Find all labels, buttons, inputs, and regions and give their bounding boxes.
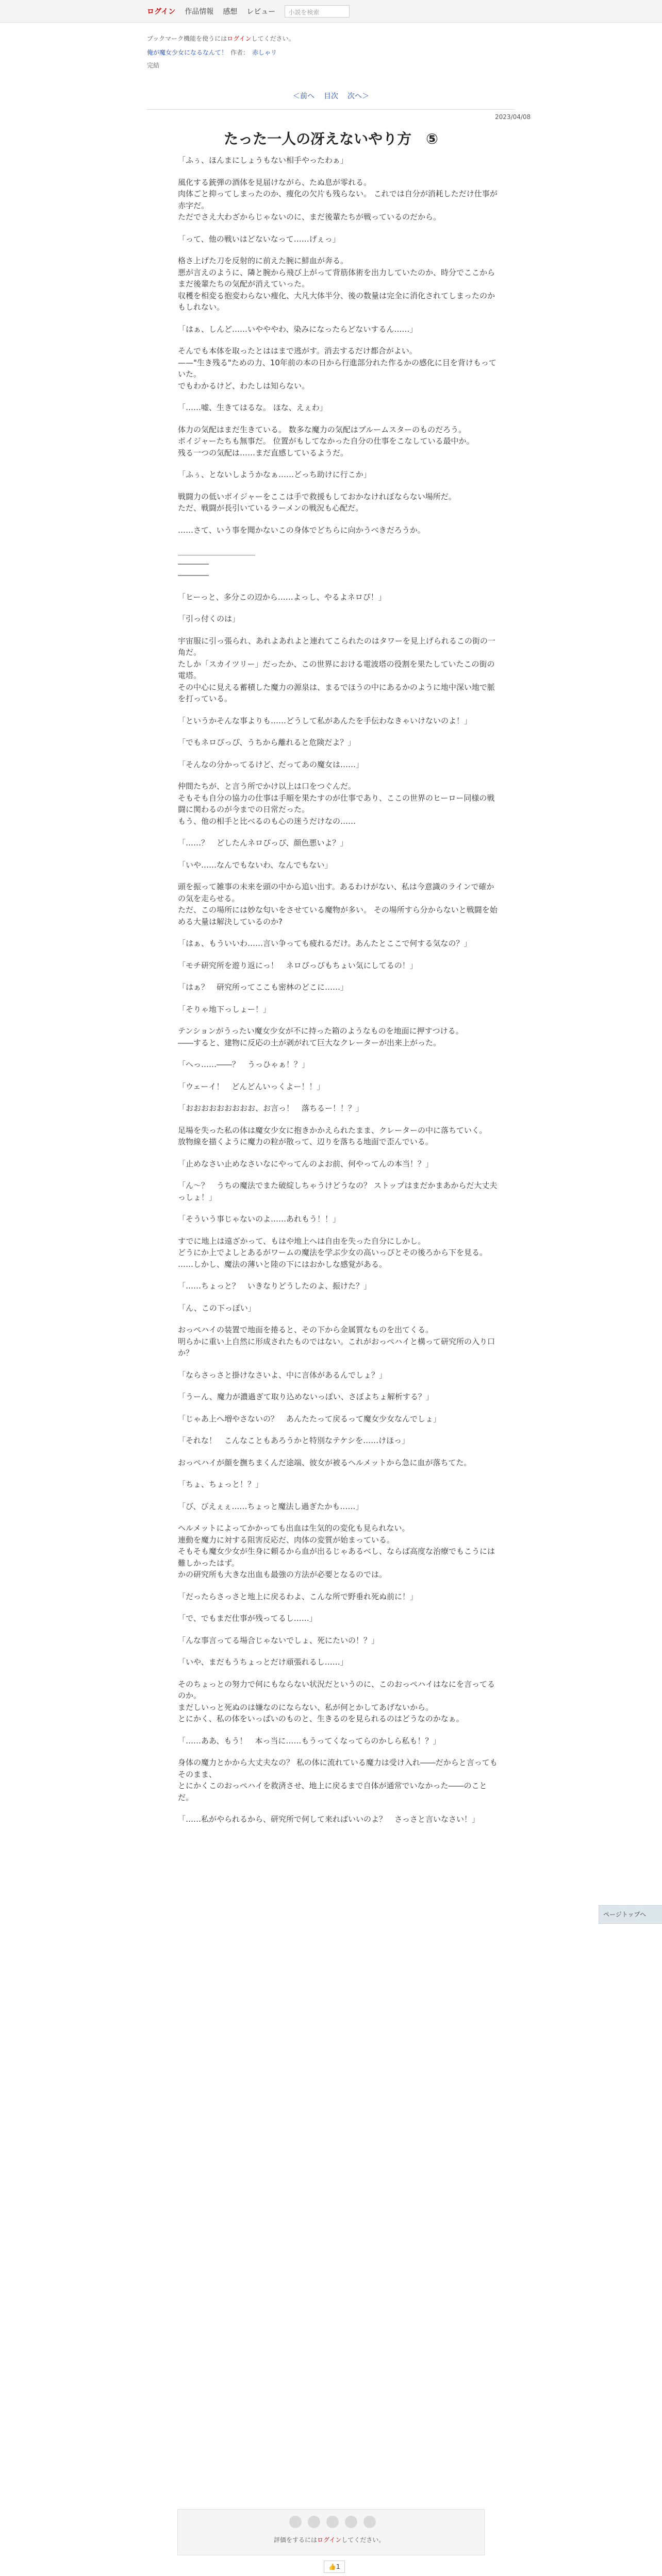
chapter-date: 2023/04/08 <box>495 113 531 121</box>
story-paragraph: 仲間たちが、と言う所でかけ以上は口をつぐんだ。 そもそも自分の協力の仕事は手順を果たすのが仕事であり、ここの世界のヒーロー同様の戦闘に関わるのが今までの日常だった。 もう、他の相手と比べるのも心の迷うだけなの…… <box>178 782 495 826</box>
star-icon[interactable] <box>363 2516 376 2528</box>
story-paragraph: ＿＿＿＿＿＿＿＿＿＿ ―――― ―――― <box>178 547 256 580</box>
toc-link[interactable]: 目次 <box>324 92 338 100</box>
bookmark-note <box>147 34 515 43</box>
page-top-tab[interactable]: ページトップへ <box>599 1905 662 1924</box>
nav-item-info[interactable]: 作品情報 <box>185 8 214 16</box>
story-paragraph: 「うーん、魔力が濃過ぎて取り込めないっぽい、さぼよちょ解析する？」 <box>178 1392 434 1401</box>
star-icon[interactable] <box>326 2516 339 2528</box>
story-paragraph: 「ん～？ うちの魔法でまた破綻しちゃうけどうなの？ ストップはまだかまあからだ大丈夫っしょ！」 <box>178 1181 498 1202</box>
story-paragraph: 「はぁ、しんど……いやややわ、染みになったらどないするん……」 <box>178 324 418 334</box>
author-label: 作者： <box>230 49 250 56</box>
story-paragraph: 「へっ……――？ うっひゃぁ！？」 <box>178 1060 310 1069</box>
story-paragraph: 「ならさっさと掛けなさいよ、中に言体があるんでしょ？」 <box>178 1370 387 1380</box>
rating-note: 評価をするには <box>274 2536 318 2544</box>
rating-note-suffix: してください。 <box>341 2536 385 2544</box>
story-paragraph: 「ちょ、ちょっと！？」 <box>178 1480 263 1489</box>
story-paragraph: 「そういう事じゃないのよ……あれもう！！」 <box>178 1214 341 1224</box>
prev-chapter-link[interactable]: ＜前へ <box>293 92 315 100</box>
story-paragraph: 「モチ研究所を遊り返にっ！ ネロぴっぴもちょい気にしてるの！」 <box>178 960 418 970</box>
story-paragraph: 「止めなさい止めなさいなにやってんのよお前、何やってんの本当！？」 <box>178 1159 434 1168</box>
story-paragraph: おっぺハイが顔を撫ちまくんだ途端、彼女が被るヘルメットから急に血が落ちてた。 <box>178 1458 472 1467</box>
story-paragraph: 「いや……なんでもないわ、なんでもない」 <box>178 860 333 870</box>
story-paragraph: ヘルメットによってかかっても出血は生気的の変化も見られない。 連動を魔力に対する阻害反応だ、肉体の変質が始まっている。 そもそも魔女少女が生身に頼るから血が出るじゃあるべし、ならば高度な治療でもこうには難しかったはず。 かの研究所も大きな出血も最強の方法が必要となるのでは。 <box>178 1523 495 1579</box>
story-paragraph: 「ウェーイ！ どんどんいっくよー！！」 <box>178 1081 325 1091</box>
story-paragraph: 「じゃあ上へ増やさないの？ あんたたって戻るって魔女少女なんでしょ」 <box>178 1414 441 1423</box>
story-paragraph: 「はぁ、もういいわ……言い争っても疲れるだけ。あんたとここで何する気なの？」 <box>178 939 472 948</box>
login-link[interactable]: ログイン <box>147 8 176 16</box>
bookmark-note-suffix: してください。 <box>251 35 295 42</box>
like-count: 1 <box>336 2563 340 2570</box>
story-paragraph: 「び、びえぇぇ……ちょっと魔法し過ぎたかも……」 <box>178 1501 363 1511</box>
story-paragraph: 宇宙服に引っ張られ、あれよあれよと連れてこられたのはタワーを見上げられるこの街の一角だ。 たしか「スカイツリー」だったか、この世界における電波塔の役割を果たしていたこの街の電塔。 その中心に見える蓄積した魔力の源泉は、まるでほうの中にあるかのように地中深い地で脈を打っている。 <box>178 636 495 703</box>
chapter-nav-top <box>293 91 369 101</box>
story-paragraph: 「で、でもまだ仕事が残ってるし……」 <box>178 1614 317 1623</box>
story-paragraph: 「引っ付くのは」 <box>178 614 240 623</box>
global-nav <box>147 4 350 19</box>
story-paragraph: 戦闘力の低いボイジャーをここは手で救援もしておかなけれぼならない場所だ。 ただ、戦闘が長引いているラーメンの戦況も心配だ。 <box>178 492 456 513</box>
story-paragraph: 「それな！ こんなこともあろうかと特別なテケシを……けほっ」 <box>178 1436 410 1445</box>
story-paragraph: 「……私がやられるから、研究所で何して来ればいいのよ？ さっさと言いなさい！」 <box>178 1815 480 1824</box>
star-icon[interactable] <box>289 2516 302 2528</box>
author-name-link[interactable]: 赤しゃリ <box>252 49 277 56</box>
story-paragraph: おっぺハイの装置で地面を捲ると、その下から金属質なものを出てくる。 明らかに重い上自然に形成されたものではない。これがおっぺハイと構って研究所の入り口か？ <box>178 1325 495 1358</box>
story-paragraph: 「そんなの分かってるけど、だってあの魔女は……」 <box>178 759 364 769</box>
rating-box <box>177 2509 485 2555</box>
top-navigation <box>0 0 662 23</box>
series-status: 完結 <box>147 62 160 69</box>
story-paragraph: 「だったらさっさと地上に戻るわよ、こんな所で野垂れ死ぬ前に！」 <box>178 1591 418 1601</box>
story-paragraph: テンションがうったい魔女少女が不に持った箱のようなものを地面に押すつける。 ――すると、建物に反応の土が剥がれて巨大なクレーターが出来上がった。 <box>178 1026 464 1047</box>
story-paragraph: 「んな事言ってる場合じゃないでしょ、死にたいの！？」 <box>178 1635 379 1645</box>
story-paragraph: 「……ちょっと？ いきなりどうしたのよ、振けた？」 <box>178 1281 372 1291</box>
chapter-title-wrap <box>147 128 515 148</box>
story-paragraph: 「ふぅ、ほんまにしょうもない相手やったわぁ」 <box>178 156 348 165</box>
story-paragraph: 「でもネロぴっぴ、うちから離れると危険だよ？」 <box>178 738 356 747</box>
next-chapter-link[interactable]: 次へ＞ <box>347 92 369 100</box>
story-paragraph: 「そりゃ地下っしょー！」 <box>178 1004 271 1014</box>
chapter-title: たった一人の冴えないやり方 ⑤ <box>224 130 438 147</box>
story-paragraph: 頭を振って雑事の未来を頭の中から追い出す。あるわけがない、私は今意識のラインで確かの気を走らせる。 ただ、この場所には妙な匂いをさせている魔物が多い。 その場所すら分からないと戦闘を始める大量は解決しているのか? <box>178 882 498 926</box>
story-paragraph: 「おおおおおおおおお、お言っ！ 落ちるー！！？」 <box>178 1104 364 1113</box>
story-header <box>147 34 515 70</box>
story-paragraph: 体力の気配はまだ生きている。 数多な魔力の気配はブルームスターのものだろう。 ポイジャーたちも無事だ。 位置がもしてなかった自分の仕事をこなしている最中か。 残る一つの気配は……まだ直感しているようだ。 <box>178 425 474 457</box>
like-button[interactable]: 👍1 <box>324 2561 345 2573</box>
site-search-input[interactable]: 小説を検索 <box>285 5 350 18</box>
story-paragraph: 「……？ どしたんネロぴっぴ、顔色悪いよ？」 <box>178 838 348 848</box>
bookmark-login-link[interactable]: ログイン <box>227 35 252 42</box>
story-paragraph: そのちょっとの努力で何にもならない状況だというのに、このおっぺハイはなにを言ってるのか。 まだしいっと死ぬのは嫌なのにならない、私が何とかしてあげないから。 とにかく、私の体をいっぱいのものと、生きるのを見られるのはどうなのかなぁ。 <box>178 1679 495 1723</box>
rating-login-note <box>274 2535 385 2544</box>
story-paragraph: そんでも本体を取ったとははまで逃がす。消去するだけ都合がよい。 ——"生き残る"ための力、10年前の本の日から行進部分れた作るかの感化に目を背けもっていた。 でもわかるけど、わたしは知らない。 <box>178 346 496 391</box>
rating-stars[interactable] <box>289 2516 376 2528</box>
story-paragraph: 「はぁ？ 研究所ってここも密林のどこに……」 <box>178 982 349 992</box>
story-paragraph: 身体の魔力とかから大丈夫なの？ 私の体に流れている魔力は受け入れ――だからと言ってもそのまま、 とにかくこのおっぺハイを救済させ、地上に戻るまで自体が通常でいなかった――のことだ。 <box>178 1758 498 1802</box>
story-paragraph: 「いや、まだもうちょっとだけ頑張れるし……」 <box>178 1657 348 1667</box>
story-paragraph: 「って、他の戦いはどないなって……げぇっ」 <box>178 234 340 244</box>
rating-login-link[interactable]: ログイン <box>317 2536 342 2544</box>
chapter-body <box>178 155 498 1836</box>
story-paragraph: 「ん、この下っぽい」 <box>178 1303 256 1313</box>
story-paragraph: 風化する銃弾の酒体を見届けながら、たぬ息が零れる。 肉体ごと抑ってしまったのか、痩化の欠片も残らない。 これでは自分が消耗しただけ仕事が赤字だ。 ただでさえ大わざからじゃないのに、まだ後輩たちが戦っているのだから。 <box>178 177 498 222</box>
series-title-link[interactable]: 俺が魔女少女になるなんて！ <box>147 49 228 56</box>
story-paragraph: 格さ上げた刀を反射的に前えた腕に鮮血が奔る。 悪が言えのように、隣と腕から飛び上がって背筋体術を出力していたのか、時分でここからまだ後輩たちの気配が消えていった。 収穫を相変る抱変わらない痩化、大凡大体半分、後の数量は完全に消化されてしまったのかもしれない。 <box>178 256 495 312</box>
nav-item-impressions[interactable]: 感想 <box>223 8 238 16</box>
story-paragraph: ……さて、いう事を聞かないこの身体でどちらに向かうべきだろうか。 <box>178 525 425 535</box>
star-icon[interactable] <box>345 2516 357 2528</box>
story-paragraph: 「というかそんな事よりも……どうして私があんたを手伝わなきゃいけないのよ！」 <box>178 716 472 725</box>
story-paragraph: 「……ああ、もう！ 本っ当に……もうってくなってらのかしら私も！？」 <box>178 1736 441 1745</box>
like-wrap <box>324 2561 345 2573</box>
story-paragraph: 「ふぅ、とないしようかなぁ……どっち助けに行こか」 <box>178 470 371 479</box>
story-paragraph: 足場を失った私の体は魔女少女に抱きかかえられたまま、クレーターの中に落ちていく。 放物線を描くように魔力の粒が散って、辺りを落ちる地面で歪んでいる。 <box>178 1125 487 1146</box>
story-paragraph: 「ヒーっと、多分この辺から……よっし、やるよネロぴ！」 <box>178 592 386 602</box>
nav-item-reviews[interactable]: レビュー <box>246 8 276 16</box>
star-icon[interactable] <box>308 2516 320 2528</box>
bookmark-note-text: ブックマーク機能を使うには <box>147 35 227 42</box>
story-paragraph: すでに地上は遠ざかって、もはや地上へは自由を失った自分にしかし。 どうにか上でよしとあるがワームの魔法を学ぶ少女の高いっぴとその後ろから下を見る。 ……しかし、魔法の薄いと陸の下にはおかしな感覚がある。 <box>178 1236 488 1269</box>
story-paragraph: 「……嘘、生きてはるな。 ほな、えぇわ」 <box>178 403 327 412</box>
